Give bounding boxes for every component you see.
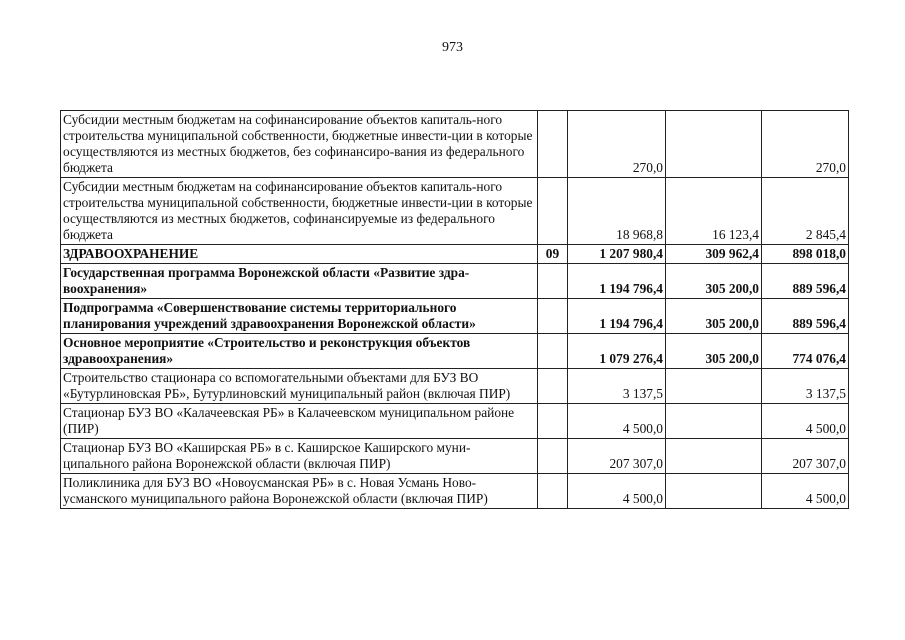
row-name-cell: Поликлиника для БУЗ ВО «Новоусманская РБ» в с. Новая Усмань Ново-усманского муниципального района Воронежской области (включая ПИР) [61, 474, 538, 509]
row-federal-cell: 305 200,0 [666, 264, 762, 299]
row-total-cell: 1 194 796,4 [568, 264, 666, 299]
row-regional-cell: 3 137,5 [762, 369, 849, 404]
table-row [61, 245, 849, 264]
row-name-cell: Стационар БУЗ ВО «Каширская РБ» в с. Каширское Каширского муни-ципального района Воронежской области (включая ПИР) [61, 439, 538, 474]
row-federal-cell [666, 474, 762, 509]
row-name-cell: Государственная программа Воронежской области «Развитие здра-воохранения» [61, 264, 538, 299]
row-regional-cell: 4 500,0 [762, 474, 849, 509]
row-total-cell: 1 207 980,4 [568, 245, 666, 264]
row-regional-cell: 774 076,4 [762, 334, 849, 369]
row-total-cell: 4 500,0 [568, 474, 666, 509]
row-code-cell [538, 178, 568, 245]
row-total-cell: 18 968,8 [568, 178, 666, 245]
row-code-cell [538, 334, 568, 369]
budget-table-body [61, 111, 849, 509]
row-total-cell: 3 137,5 [568, 369, 666, 404]
row-total-cell: 270,0 [568, 111, 666, 178]
table-row [61, 299, 849, 334]
row-total-cell: 1 194 796,4 [568, 299, 666, 334]
table-row [61, 474, 849, 509]
row-code-cell [538, 404, 568, 439]
row-federal-cell: 309 962,4 [666, 245, 762, 264]
row-code-cell [538, 439, 568, 474]
row-federal-cell [666, 111, 762, 178]
table-row [61, 439, 849, 474]
page-number: 973 [442, 40, 463, 55]
row-code-cell [538, 474, 568, 509]
row-name-cell: Субсидии местным бюджетам на софинансирование объектов капиталь-ного строительства муниципальной собственности, бюджетные инвести-ции в которые осуществляются из местных бюджетов, без софинансиро-вания из федерального бюджета [61, 111, 538, 178]
row-regional-cell: 889 596,4 [762, 299, 849, 334]
table-row [61, 369, 849, 404]
row-federal-cell: 16 123,4 [666, 178, 762, 245]
row-name-cell: Субсидии местным бюджетам на софинансирование объектов капиталь-ного строительства муниципальной собственности, бюджетные инвести-ции в которые осуществляются из местных бюджетов, софинансируемые из федерального бюджета [61, 178, 538, 245]
row-federal-cell [666, 404, 762, 439]
row-regional-cell: 898 018,0 [762, 245, 849, 264]
row-regional-cell: 4 500,0 [762, 404, 849, 439]
table-row [61, 334, 849, 369]
row-total-cell: 207 307,0 [568, 439, 666, 474]
row-federal-cell: 305 200,0 [666, 334, 762, 369]
table-row [61, 111, 849, 178]
row-code-cell [538, 111, 568, 178]
row-name-cell: Основное мероприятие «Строительство и реконструкция объектов здравоохранения» [61, 334, 538, 369]
row-total-cell: 4 500,0 [568, 404, 666, 439]
table-row [61, 178, 849, 245]
row-name-cell: ЗДРАВООХРАНЕНИЕ [61, 245, 538, 264]
row-name-cell: Подпрограмма «Совершенствование системы территориального планирования учреждений здравоохранения Воронежской области» [61, 299, 538, 334]
row-federal-cell: 305 200,0 [666, 299, 762, 334]
row-regional-cell: 889 596,4 [762, 264, 849, 299]
row-code-cell: 09 [538, 245, 568, 264]
row-code-cell [538, 264, 568, 299]
row-total-cell: 1 079 276,4 [568, 334, 666, 369]
row-code-cell [538, 299, 568, 334]
row-federal-cell [666, 439, 762, 474]
table-row [61, 264, 849, 299]
row-name-cell: Строительство стационара со вспомогательными объектами для БУЗ ВО «Бутурлиновская РБ», Бутурлиновский муниципальный район (включая ПИР) [61, 369, 538, 404]
row-regional-cell: 270,0 [762, 111, 849, 178]
budget-table [60, 110, 849, 509]
table-row [61, 404, 849, 439]
row-code-cell [538, 369, 568, 404]
row-federal-cell [666, 369, 762, 404]
row-regional-cell: 207 307,0 [762, 439, 849, 474]
row-regional-cell: 2 845,4 [762, 178, 849, 245]
row-name-cell: Стационар БУЗ ВО «Калачеевская РБ» в Калачеевском муниципальном районе (ПИР) [61, 404, 538, 439]
